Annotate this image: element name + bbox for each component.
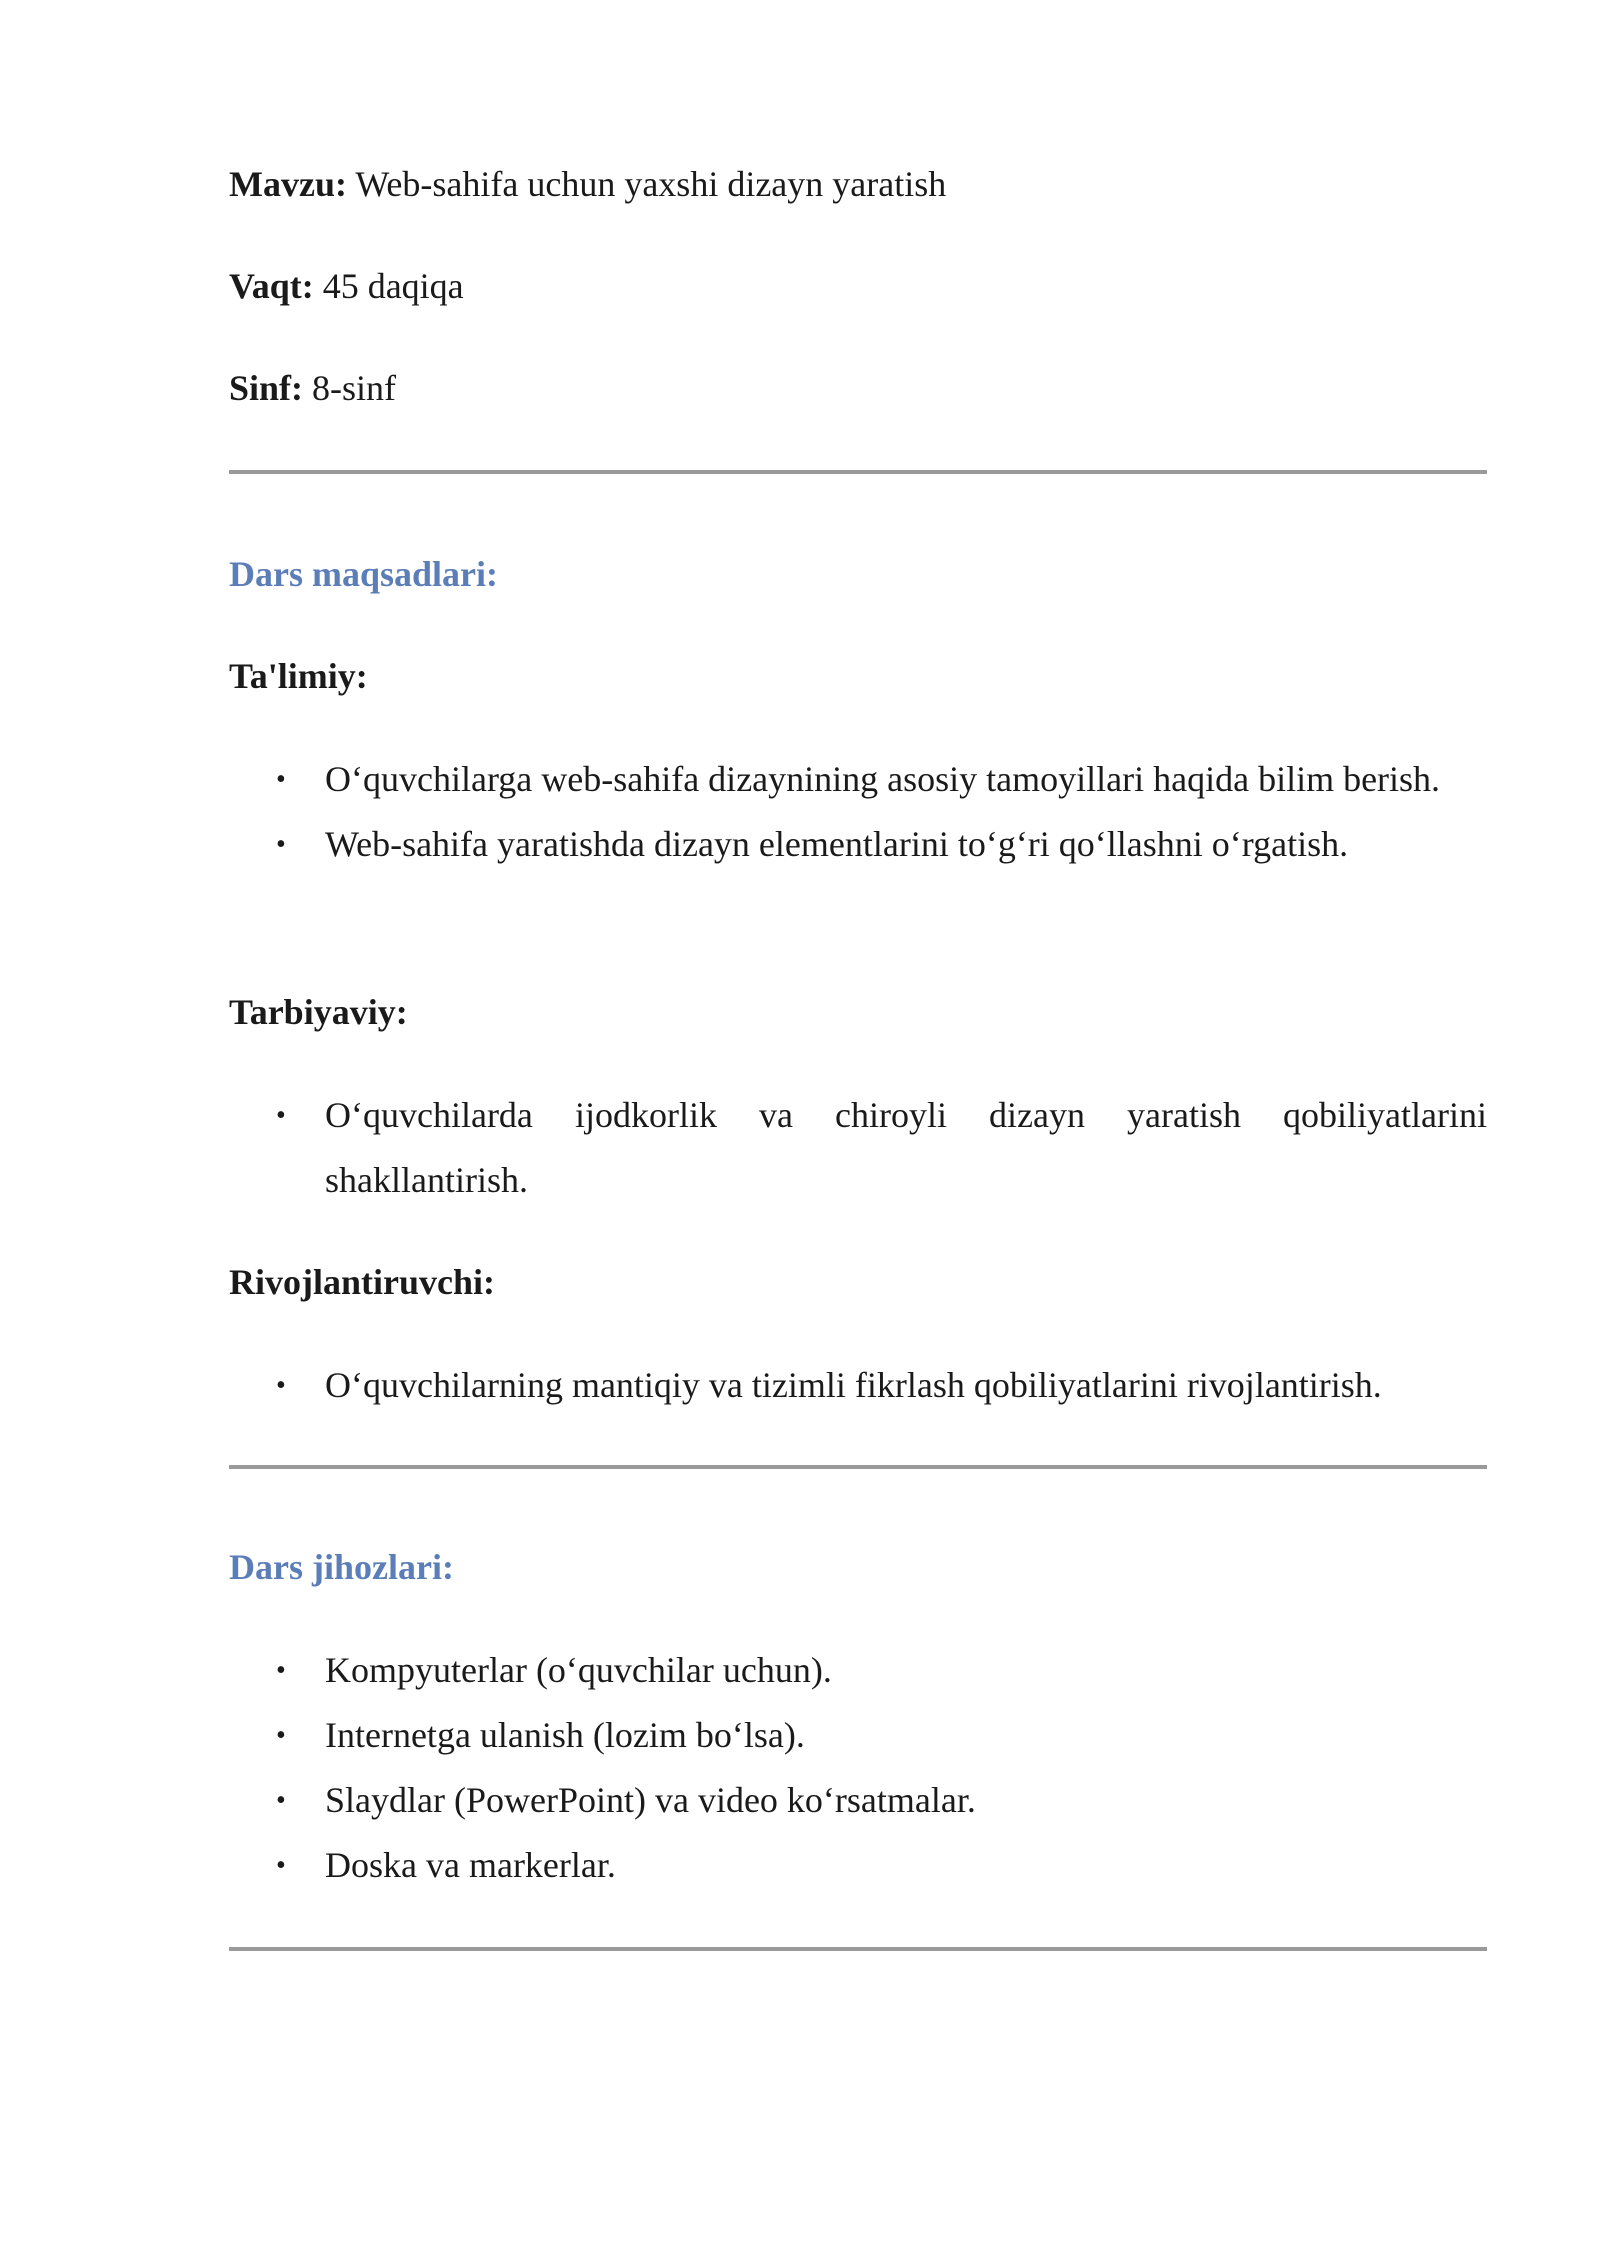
list-item	[229, 1353, 1487, 1418]
list-item-text: O‘quvchilarda ijodkorlik va chiroyli dizayn yaratish qobiliyatlarini shakllantirish.	[325, 1095, 1487, 1200]
upbringing-heading: Tarbiyaviy:	[229, 992, 408, 1032]
bullet-icon: •	[276, 764, 286, 795]
list-item	[229, 1083, 1487, 1213]
list-item-text: Kompyuterlar (o‘quvchilar uchun).	[325, 1650, 832, 1690]
developmental-list	[229, 1353, 1487, 1418]
goals-title: Dars maqsadlari:	[229, 554, 498, 594]
divider-1	[229, 470, 1487, 474]
bullet-icon: •	[276, 1370, 286, 1401]
time-value: 45 daqiqa	[322, 266, 464, 306]
list-item	[229, 1703, 1487, 1768]
bullet-icon: •	[276, 1785, 286, 1816]
bullet-icon: •	[276, 1850, 286, 1881]
bullet-icon: •	[276, 1655, 286, 1686]
list-item-text: Internetga ulanish (lozim bo‘lsa).	[325, 1715, 805, 1755]
time-label: Vaqt:	[229, 266, 314, 306]
equipment-list	[229, 1638, 1487, 1898]
list-item	[229, 1638, 1487, 1703]
upbringing-list	[229, 1083, 1487, 1213]
time-line	[229, 262, 464, 310]
list-item	[229, 747, 1487, 812]
bullet-icon: •	[276, 1100, 286, 1131]
topic-label: Mavzu:	[229, 164, 347, 204]
class-line	[229, 364, 396, 412]
list-item	[229, 1768, 1487, 1833]
list-item	[229, 812, 1487, 877]
bullet-icon: •	[276, 1720, 286, 1751]
topic-line	[229, 160, 946, 208]
list-item-text: Doska va markerlar.	[325, 1845, 616, 1885]
class-label: Sinf:	[229, 368, 304, 408]
class-value: 8-sinf	[312, 368, 397, 408]
list-item-text: Slaydlar (PowerPoint) va video ko‘rsatmalar.	[325, 1780, 976, 1820]
educational-heading: Ta'limiy:	[229, 656, 368, 696]
developmental-heading: Rivojlantiruvchi:	[229, 1262, 495, 1302]
list-item-text: O‘quvchilarning mantiqiy va tizimli fikrlash qobiliyatlarini rivojlantirish.	[325, 1365, 1382, 1405]
equipment-title: Dars jihozlari:	[229, 1547, 454, 1587]
educational-list	[229, 747, 1487, 877]
bullet-icon: •	[276, 829, 286, 860]
list-item-text: O‘quvchilarga web-sahifa dizaynining asosiy tamoyillari haqida bilim berish.	[325, 759, 1441, 799]
divider-3	[229, 1947, 1487, 1951]
list-item	[229, 1833, 1487, 1898]
divider-2	[229, 1465, 1487, 1469]
topic-value: Web-sahifa uchun yaxshi dizayn yaratish	[355, 164, 947, 204]
list-item-text: Web-sahifa yaratishda dizayn elementlarini to‘g‘ri qo‘llashni o‘rgatish.	[325, 824, 1349, 864]
